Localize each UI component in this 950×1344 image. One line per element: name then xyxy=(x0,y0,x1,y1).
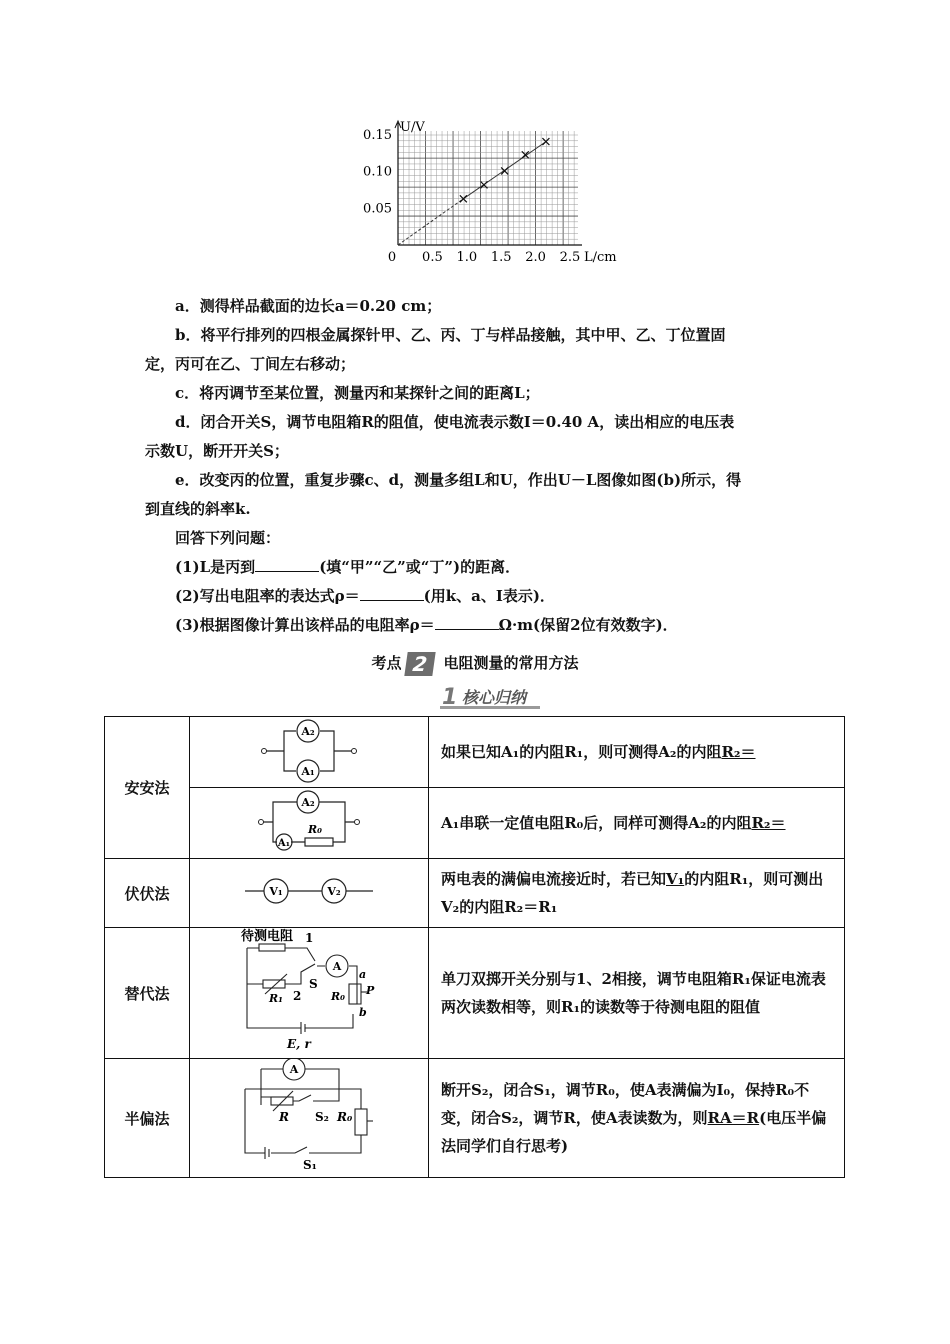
section-heading xyxy=(0,652,950,676)
rheostat-r0-label-2: R₀ xyxy=(337,1110,353,1124)
switch-position-2: 2 xyxy=(293,989,302,1003)
question-3 xyxy=(145,611,825,640)
section-title: 电阻测量的常用方法 xyxy=(443,654,579,672)
step-d-line1: d．闭合开关S，调节电阻箱R的阻值，使电流表示数I＝0.40 A，读出相应的电压表 xyxy=(175,413,735,431)
q2-pre: (2)写出电阻率的表达式ρ＝ xyxy=(175,587,360,605)
question-1 xyxy=(145,553,825,582)
anan-desc-1-text: 如果已知A₁的内阻R₁，则可测得A₂的内阻 xyxy=(441,743,722,761)
resistor-box-r1-label: R₁ xyxy=(269,992,283,1005)
anan-circuit-2-diagram xyxy=(249,788,369,854)
q1-pre: (1)L是丙到 xyxy=(175,558,256,576)
banpian-desc xyxy=(429,1059,845,1178)
fufu-desc-pre: 两电表的满偏电流接近时，若已知 xyxy=(441,870,667,888)
banpian-desc-pre: 断开S₂，闭合S₁，调节R₀，使A表满偏为I₀，保持R₀不变，闭合S₂，调节R，使A表读数为，则 xyxy=(441,1081,810,1127)
q3-pre: (3)根据图像计算出该样品的电阻率ρ＝ xyxy=(175,616,435,634)
q2-blank[interactable] xyxy=(360,586,424,601)
fufu-desc-post: 的内阻R₁，则可测出V₂的内阻R₂＝R₁ xyxy=(441,870,824,916)
question-2 xyxy=(145,582,825,611)
banpian-circuit-diagram xyxy=(241,1059,377,1173)
step-e-line1: e．改变丙的位置，重复步骤c、d，测量多组L和U，作出U－L图像如图(b)所示，得 xyxy=(175,471,742,489)
fufu-desc xyxy=(429,859,845,928)
anan-desc-2-text: A₁串联一定值电阻R₀后，同样可测得A₂的内阻 xyxy=(441,814,752,832)
method-banpian: 半偏法 xyxy=(105,1059,190,1178)
x-tick-label: 2.0 xyxy=(525,250,546,265)
anan-answer-2: R₂＝ xyxy=(751,814,786,832)
method-tidai: 替代法 xyxy=(105,928,190,1059)
data-point-marker xyxy=(501,167,508,174)
switch-position-1: 1 xyxy=(305,931,314,945)
answer-intro: 回答下列问题： xyxy=(175,529,281,547)
method-fufu: 伏伏法 xyxy=(105,859,190,928)
experiment-steps xyxy=(145,292,825,640)
sub-heading-banner xyxy=(440,684,540,710)
step-b-line2: 定，丙可在乙、丁间左右移动； xyxy=(145,355,356,373)
banpian-underlined: RA＝R xyxy=(707,1109,760,1127)
circuit-tidai xyxy=(190,928,429,1059)
fufu-underlined: V₁ xyxy=(666,870,685,888)
y-tick-label: 0.15 xyxy=(363,128,392,143)
tidai-circuit-diagram xyxy=(239,928,379,1054)
data-point-marker xyxy=(542,138,549,145)
resistor-r0-label: R₀ xyxy=(308,823,322,836)
anan-desc-2 xyxy=(429,788,845,859)
section-label: 考点 xyxy=(371,654,402,672)
q3-blank[interactable] xyxy=(435,615,499,630)
switch-s2-label: S₂ xyxy=(315,1110,329,1124)
slider-p-label: P xyxy=(366,984,375,997)
sub-heading-title: 核心归纳 xyxy=(462,688,527,707)
voltmeter-v2-label: V₂ xyxy=(327,885,341,898)
circuit-banpian xyxy=(190,1059,429,1178)
ammeter-a1-label-2: A₁ xyxy=(277,838,291,849)
chart-axes xyxy=(395,121,582,245)
x-tick-label: 1.5 xyxy=(490,250,512,265)
y-axis-label: U/V xyxy=(400,120,425,135)
step-e-line2: 到直线的斜率k. xyxy=(145,500,251,518)
q1-post: (填“甲”“乙”或“丁”)的距离． xyxy=(319,558,521,576)
anan-circuit-1-diagram xyxy=(249,717,369,783)
ammeter-a-label-2: A xyxy=(289,1063,299,1076)
section-number-badge: 2 xyxy=(404,652,435,676)
methods-table xyxy=(104,716,845,1178)
ammeter-a1-label: A₁ xyxy=(301,765,315,778)
step-c: c．将丙调节至某位置，测量丙和某探针之间的距离L； xyxy=(175,384,540,402)
circuit-anan-1 xyxy=(190,717,429,788)
method-anan: 安安法 xyxy=(105,717,190,859)
y-tick-label: 0.05 xyxy=(363,201,392,217)
tidai-desc: 单刀双掷开关分别与1、2相接，调节电阻箱R₁保证电流表两次读数相等，则R₁的读数等于待测电阻的阻值 xyxy=(429,928,845,1059)
x-tick-label: 1.0 xyxy=(456,250,478,265)
fufu-circuit-diagram xyxy=(239,873,379,909)
resistor-box-r-label: R xyxy=(279,1110,289,1124)
ammeter-a-label: A xyxy=(332,960,342,973)
step-a: a．测得样品截面的边长a＝0.20 cm； xyxy=(175,297,442,315)
ammeter-a2-label-2: A₂ xyxy=(301,796,315,809)
circuit-anan-2 xyxy=(190,788,429,859)
y-tick-label: 0.10 xyxy=(363,164,392,180)
q3-post: Ω·m(保留2位有效数字)． xyxy=(498,616,678,634)
banpian-desc-post: (电压半偏法同学们自行思考) xyxy=(441,1109,827,1155)
terminal-a-label: a xyxy=(359,968,367,981)
x-tick-label: 2.5 xyxy=(559,250,581,265)
circuit-fufu xyxy=(190,859,429,928)
chart-grid xyxy=(398,131,578,245)
anan-answer-1: R₂＝ xyxy=(721,743,756,761)
q2-post: (用k、a、I表示)． xyxy=(423,587,555,605)
switch-s-label: S xyxy=(309,977,318,991)
anan-desc-1 xyxy=(429,717,845,788)
terminal-b-label: b xyxy=(359,1006,367,1019)
x-tick-label: 0 xyxy=(387,250,397,265)
resistor-under-test-label: 待测电阻 xyxy=(241,929,294,944)
switch-s1-label: S₁ xyxy=(303,1158,317,1172)
ammeter-a2-label: A₂ xyxy=(301,725,315,738)
u-l-chart xyxy=(330,115,630,275)
sub-heading-number: 1 xyxy=(442,685,458,710)
rheostat-r0-label: R₀ xyxy=(331,990,345,1003)
voltmeter-v1-label: V₁ xyxy=(269,885,283,898)
q1-blank[interactable] xyxy=(255,557,319,572)
step-b-line1: b．将平行排列的四根金属探针甲、乙、丙、丁与样品接触，其中甲、乙、丁位置固 xyxy=(175,326,726,344)
battery-er-label: E, r xyxy=(287,1037,311,1051)
x-axis-label: L/cm xyxy=(584,250,617,265)
x-tick-label: 0.5 xyxy=(422,250,443,265)
step-d-line2: 示数U，断开开关S； xyxy=(145,442,289,460)
